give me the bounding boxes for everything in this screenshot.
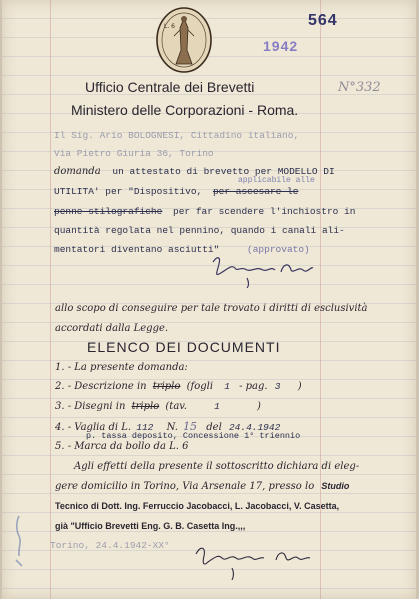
applicant-line: Il Sig. Ario BOLOGNESI, Cittadino italiano,: [54, 130, 300, 141]
patent-application-sheet: [2, 0, 416, 599]
domicile-studio: Studio: [321, 481, 350, 491]
doc-item-2-struck: triplo: [152, 381, 181, 392]
doc-item-2-pag-value: 3: [274, 381, 281, 392]
applicant-signature: [207, 252, 315, 288]
doc-item-4-number: 15: [183, 420, 198, 433]
approved-note: (approvato): [247, 244, 310, 255]
stamp-number: 564: [308, 12, 338, 29]
footer-signature: [192, 540, 312, 580]
utility-line: UTILITA' per "Dispositivo,: [54, 186, 203, 197]
seal-text: L. 6: [164, 23, 175, 30]
description-line-3: mentatori diventano asciutti": [54, 244, 220, 255]
doc-item-3-struck: triplo: [131, 401, 160, 412]
stamp-year: 1942: [263, 38, 299, 54]
purpose-line-2: accordati dalla Legge.: [55, 323, 169, 334]
purpose-line-1: allo scopo di conseguire per tale trovato i diritti di esclusività: [55, 303, 368, 314]
handwritten-pratica-number: N°332: [338, 80, 381, 95]
doc-item-4-label: 4. - Vaglia di L.: [55, 422, 132, 433]
doc-item-4-del: del: [206, 422, 222, 433]
doc-item-3-close: ): [257, 401, 261, 412]
description-line-2: quantità regolata nel pennino, quando i canali ali-: [54, 225, 345, 236]
doc-item-4-amount: 112: [136, 422, 154, 433]
doc-item-3-tav: (tav.: [165, 401, 187, 412]
revenue-seal-icon: [154, 6, 214, 74]
doc-item-4-typed: p. tassa deposito, Concessione 1° triennio: [86, 431, 301, 441]
inserted-text: applicabile alle: [238, 176, 315, 185]
request-line: un attestato di brevetto per MODELLO DI: [112, 166, 335, 177]
doc-item-2-fogli: (fogli: [186, 381, 214, 392]
description-line-1: per far scendere l'inchiostro in: [173, 206, 356, 217]
domanda-label: domanda: [54, 166, 101, 177]
doc-item-4-n: N.: [166, 422, 178, 433]
domicile-line-4: già "Ufficio Brevetti Eng. G. B. Casetta Ing.,,,: [55, 521, 246, 531]
documents-title: ELENCO DEI DOCUMENTI: [87, 339, 281, 355]
doc-item-4-date: 24.4.1942: [228, 422, 281, 433]
doc-item-1: 1. - La presente domanda:: [55, 362, 188, 373]
doc-item-2-close: ): [297, 381, 302, 392]
domicile-line-2: gere domicilio in Torino, Via Arsenale 17, presso lo: [55, 481, 315, 492]
doc-item-2-pag: - pag.: [239, 381, 268, 392]
doc-item-5: 5. - Marca da bollo da L. 6: [55, 441, 189, 452]
left-margin-rule: [50, 0, 51, 599]
doc-item-3-tav-value: 1: [214, 401, 220, 412]
struck-text-2: penne stilografiche: [54, 206, 163, 217]
address-line: Via Pietro Giuria 36, Torino: [54, 148, 214, 159]
margin-pencil-mark: [10, 512, 28, 572]
doc-item-2-fogli-value: 1: [224, 381, 230, 392]
ministry-heading: Ministero delle Corporazioni - Roma.: [71, 102, 299, 118]
struck-text-1: per ascesare le: [212, 186, 299, 197]
doc-item-2-label: 2. - Descrizione in: [55, 381, 147, 392]
domicile-line-3: Tecnico di Dott. Ing. Ferruccio Jacobacci, L. Jacobacci, V. Casetta,: [55, 501, 340, 511]
office-heading: Ufficio Centrale dei Brevetti: [85, 79, 255, 95]
domicile-line-1: Agli effetti della presente il sottoscritto dichiara di eleg-: [74, 461, 360, 472]
place-date: Torino, 24.4.1942-XX°: [50, 540, 170, 551]
doc-item-3-label: 3. - Disegni in: [55, 401, 126, 412]
